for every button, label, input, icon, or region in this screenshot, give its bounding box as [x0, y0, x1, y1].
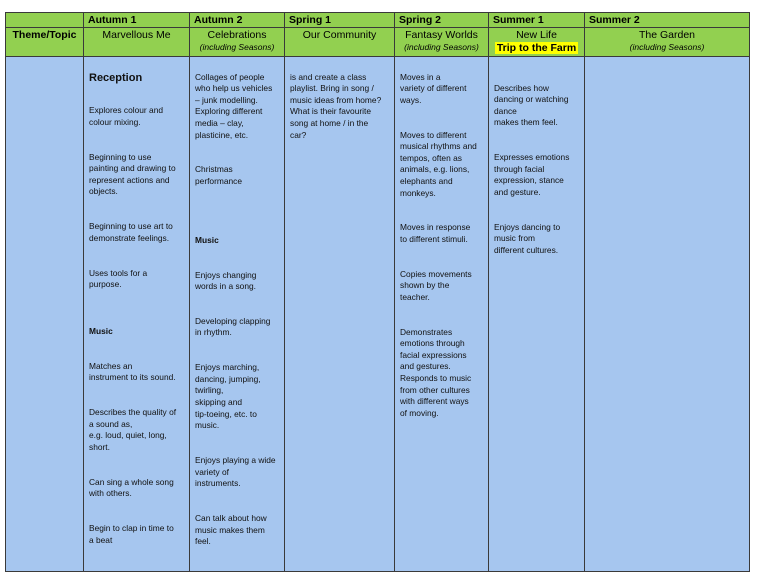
content-paragraph: Describes the quality of a sound as, e.g. loud, quiet, long, short. — [89, 407, 177, 452]
term-autumn-2: Autumn 2 — [190, 13, 285, 28]
content-paragraph: Explores colour and colour mixing. — [89, 105, 164, 127]
music-heading: Music — [89, 325, 113, 336]
topic-cell-spring-2 — [395, 28, 489, 57]
topic-title: Marvellous Me — [102, 29, 171, 41]
content-paragraph: Can talk about how music makes them feel. — [195, 512, 267, 547]
content-label-cell — [6, 57, 84, 572]
content-paragraph: Moves in response to different stimuli. — [400, 222, 471, 244]
topic-subtitle: (including Seasons) — [199, 42, 275, 52]
topic-subtitle: (including Seasons) — [629, 42, 705, 52]
content-paragraph: Enjoys dancing to music from different cultures. — [494, 221, 561, 255]
topic-title: Fantasy Worlds — [405, 29, 478, 41]
content-paragraph: Copies movements shown by the teacher. — [400, 268, 472, 302]
term-summer-1: Summer 1 — [489, 13, 585, 28]
content-paragraph: Begin to clap in time to a beat — [89, 522, 174, 545]
topic-cell-autumn-2 — [190, 28, 285, 57]
topic-row-label: Theme/Topic — [6, 28, 84, 57]
music-heading: Music — [195, 234, 219, 245]
content-paragraph: Moves to different musical rhythms and tempos, often as animals, e.g. lions, elephants and monkeys. — [400, 129, 477, 198]
content-paragraph: Collages of people who help us vehicles – junk modelling. Exploring different media – clay, plasticine, etc. — [195, 71, 273, 140]
term-spring-1: Spring 1 — [285, 13, 395, 28]
content-paragraph: Expresses emotions through facial expression, stance and gesture. — [494, 152, 570, 197]
reception-heading: Reception — [89, 71, 143, 84]
topic-title: Our Community — [302, 29, 377, 41]
content-paragraph: Uses tools for a purpose. — [89, 267, 148, 290]
content-cell-autumn-1 — [84, 57, 190, 572]
content-paragraph: Enjoys marching, dancing, jumping, twirling, skipping and tip-toeing, etc. to music. — [195, 362, 261, 431]
content-paragraph: Can sing a whole song with others. — [89, 476, 174, 499]
curriculum-table — [5, 12, 750, 572]
topic-title: New Life — [516, 29, 557, 41]
topic-title: The Garden — [638, 29, 696, 41]
header-corner-cell — [6, 13, 84, 28]
content-paragraph: Describes how dancing or watching dance makes them feel. — [494, 82, 569, 128]
content-paragraph: Beginning to use painting and drawing to represent actions and objects. — [89, 151, 176, 197]
topic-cell-spring-1 — [285, 28, 395, 57]
content-cell-autumn-2 — [190, 57, 285, 572]
content-paragraph: Demonstrates emotions through facial expressions and gestures. Responds to music from other cultures with different ways of moving. — [400, 326, 472, 418]
term-header-row — [6, 13, 750, 28]
term-summer-2: Summer 2 — [585, 13, 750, 28]
topic-cell-autumn-1 — [84, 28, 190, 57]
topic-title: Celebrations — [207, 29, 267, 41]
content-cell-summer-1 — [489, 57, 585, 572]
content-cell-spring-2 — [395, 57, 489, 572]
content-paragraph: Christmas performance — [195, 164, 243, 186]
content-paragraph: Moves in a variety of different ways. — [400, 71, 467, 105]
content-paragraph: Enjoys changing words in a song. — [195, 269, 257, 292]
trip-highlight: Trip to the Farm — [496, 42, 577, 54]
content-paragraph: Enjoys playing a wide variety of instruments. — [195, 455, 276, 489]
content-paragraph: Beginning to use art to demonstrate feelings. — [89, 221, 173, 243]
term-autumn-1: Autumn 1 — [84, 13, 190, 28]
term-spring-2: Spring 2 — [395, 13, 489, 28]
topic-cell-summer-2 — [585, 28, 750, 57]
content-paragraph: is and create a class playlist. Bring in song / music ideas from home? What is their favourite song at home / in the car? — [290, 71, 382, 140]
content-cell-summer-2 — [585, 57, 750, 572]
content-cell-spring-1 — [285, 57, 395, 572]
topic-cell-summer-1 — [489, 28, 585, 57]
topic-row — [6, 28, 750, 57]
topic-subtitle: (including Seasons) — [404, 42, 479, 52]
content-paragraph: Developing clapping in rhythm. — [195, 315, 271, 338]
content-row — [6, 57, 750, 572]
content-paragraph: Matches an instrument to its sound. — [89, 360, 176, 383]
